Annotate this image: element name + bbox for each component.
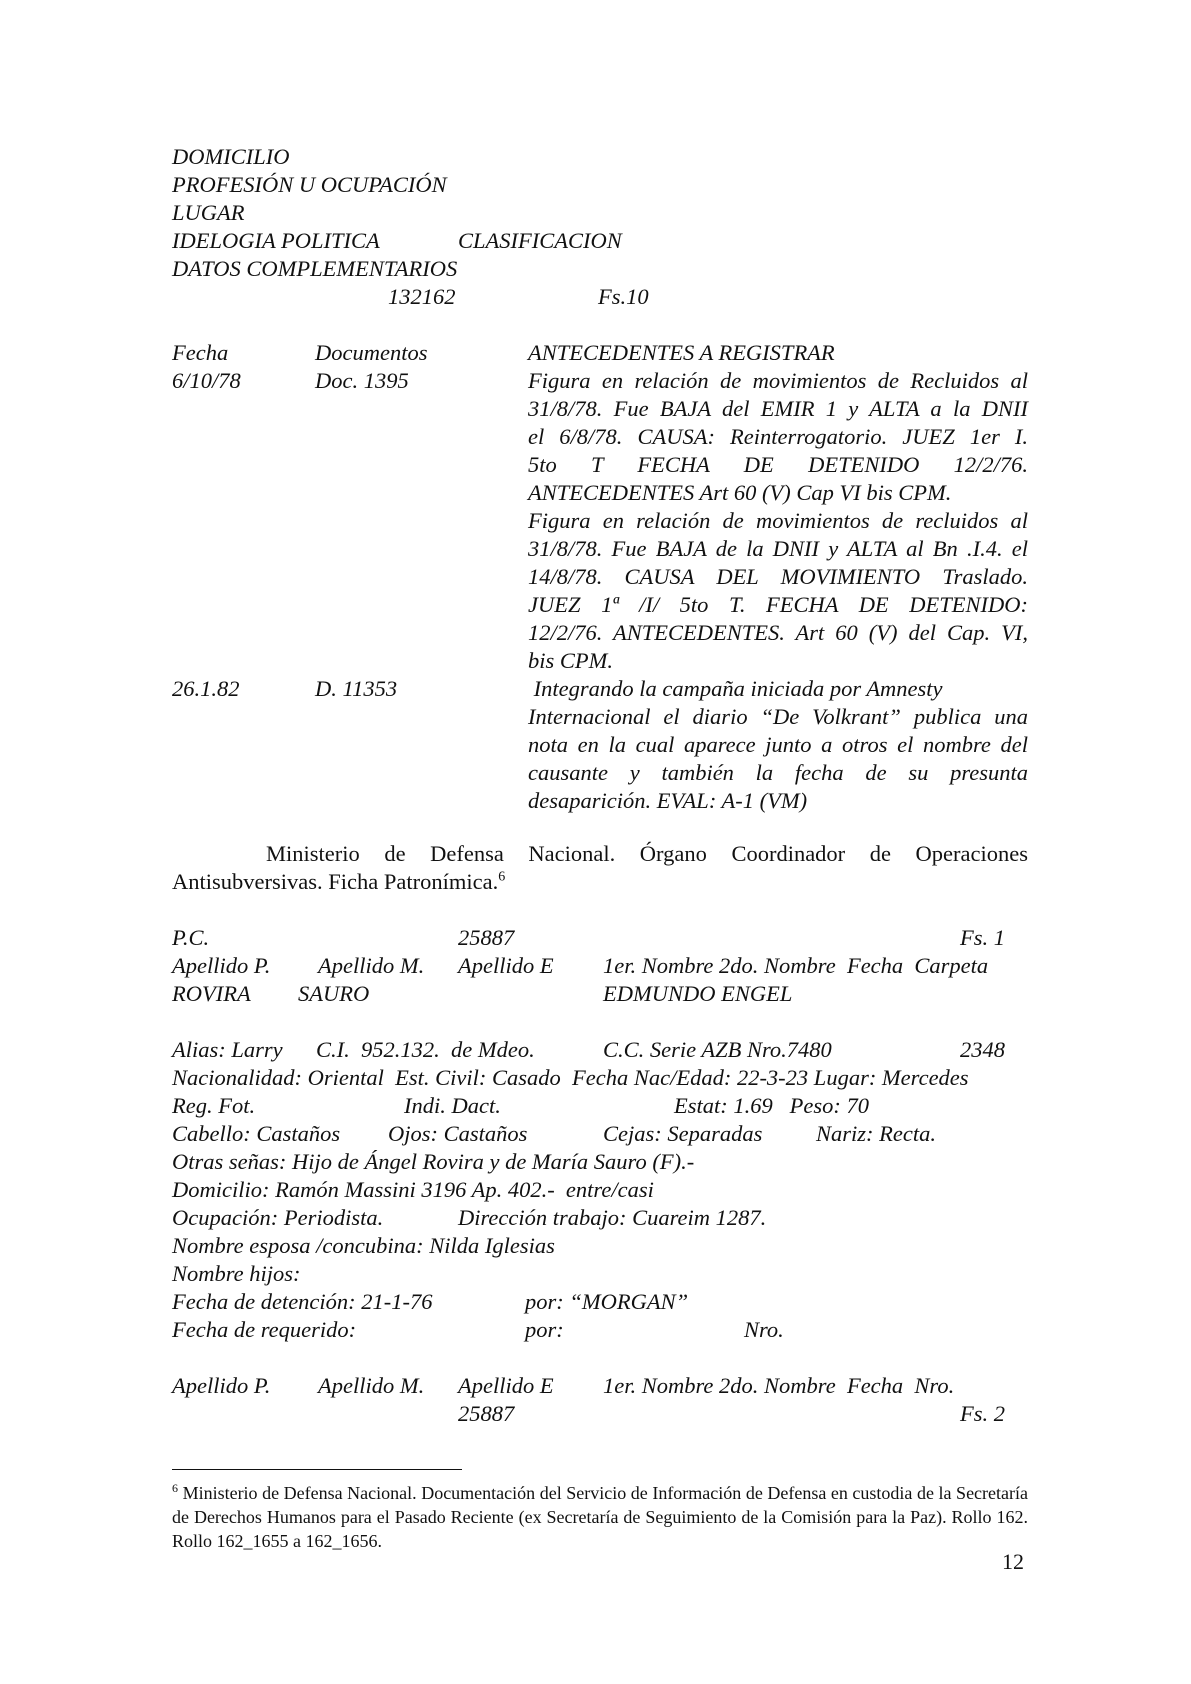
label-profesion: PROFESIÓN U OCUPACIÓN [172,172,447,197]
ficha2-col-apellido-p: Apellido P. [172,1373,271,1398]
ficha-col-apellido-e: Apellido E [458,953,554,978]
antecedent-line: bis CPM. [528,648,614,673]
antecedent-line: 5to T FECHA DE DETENIDO 12/2/76. [528,452,1028,477]
row2-documento: D. 11353 [315,676,398,701]
row1-antecedentes [528,367,1028,675]
ficha2-col-apellido-e: Apellido E [458,1373,554,1398]
row2-fecha: 26.1.82 [172,676,240,701]
ficha-col-nombres: 1er. Nombre 2do. Nombre Fecha Carpeta [603,953,989,978]
label-domicilio: DOMICILIO [172,144,290,169]
antecedent-line: Internacional el diario “De Volkrant” publica una [528,704,1028,729]
ficha-fecha-requerido: Fecha de requerido: [172,1317,357,1342]
footnote-text: Ministerio de Defensa Nacional. Documentación del Servicio de Información de Defensa en custodia de la Secretaría de Derechos Humanos para el Pasado Reciente (ex Secretaría de Seguimiento de la Comisión para la Paz). Rollo 162. Rollo 162_1655 a 162_1656. [172,1483,1029,1551]
ficha-fs1: Fs. 1 [960,925,1005,950]
footnote-ref[interactable]: 6 [498,869,506,885]
label-clasificacion: CLASIFICACION [458,228,622,253]
col-header-fecha: Fecha [172,340,229,365]
row1-documento: Doc. 1395 [315,368,409,393]
ficha-cc: C.C. Serie AZB Nro.7480 [603,1037,832,1062]
label-ideologia: IDELOGIA POLITICA [172,228,380,253]
row1-fecha: 6/10/78 [172,368,241,393]
body-paragraph [172,840,1028,896]
ficha-pc-number: 25887 [458,925,515,950]
ficha-ocupacion: Ocupación: Periodista. [172,1205,384,1230]
ficha-nacionalidad: Nacionalidad: Oriental Est. Civil: Casado Fecha Nac/Edad: 22-3-23 Lugar: Mercedes [172,1065,969,1090]
footnote [172,1481,1028,1553]
ficha-apellido-m: SAURO [298,981,370,1006]
ficha-ci: C.I. 952.132. de Mdeo. [316,1037,535,1062]
folio-number: Fs.10 [598,284,649,309]
record-number: 132162 [388,284,456,309]
ficha2-number: 25887 [458,1401,515,1426]
footnote-marker: 6 [172,1481,178,1495]
ficha-reg-fot: Reg. Fot. [172,1093,256,1118]
page-number: 12 [1002,1549,1024,1574]
label-lugar: LUGAR [172,200,245,225]
ficha-pc-label: P.C. [172,925,210,950]
ficha-cejas: Cejas: Separadas [603,1121,763,1146]
label-datos-complementarios: DATOS COMPLEMENTARIOS [172,256,458,281]
ficha-indi-dact: Indi. Dact. [404,1093,501,1118]
antecedent-line: JUEZ 1ª /I/ 5to T. FECHA DE DETENIDO: [528,592,1028,617]
ficha-direccion-trabajo: Dirección trabajo: Cuareim 1287. [458,1205,767,1230]
footnote-separator [172,1469,462,1470]
ficha-cabello: Cabello: Castaños [172,1121,341,1146]
antecedent-line: nota en la cual aparece junto a otros el nombre del [528,732,1028,757]
ficha-apellido-p: ROVIRA [172,981,251,1006]
ficha-cc-number: 2348 [960,1037,1005,1062]
antecedent-line: Figura en relación de movimientos de Recluidos al [528,368,1028,393]
ficha-nariz: Nariz: Recta. [816,1121,936,1146]
ficha-esposa: Nombre esposa /concubina: Nilda Iglesias [172,1233,555,1258]
ficha-domicilio: Domicilio: Ramón Massini 3196 Ap. 402.- entre/casi [172,1177,654,1202]
ficha-hijos: Nombre hijos: [172,1261,301,1286]
antecedent-line: Integrando la campaña iniciada por Amnesty [528,676,943,701]
antecedent-line: causante y también la fecha de su presunta [528,760,1028,785]
antecedent-line: ANTECEDENTES Art 60 (V) Cap VI bis CPM. [528,480,952,505]
ficha-por-detencion: por: “MORGAN” [525,1289,689,1314]
ficha-otras-senas: Otras señas: Hijo de Ángel Rovira y de María Sauro (F).- [172,1149,695,1174]
ficha-estat-peso: Estat: 1.69 Peso: 70 [674,1093,869,1118]
ficha-col-apellido-m: Apellido M. [318,953,425,978]
antecedent-line: el 6/8/78. CAUSA: Reinterrogatorio. JUEZ 1er I. [528,424,1028,449]
col-header-antecedentes: ANTECEDENTES A REGISTRAR [528,340,835,365]
ficha-nombres: EDMUNDO ENGEL [603,981,793,1006]
ficha-por-requerido: por: [525,1317,564,1342]
ficha-nro: Nro. [744,1317,784,1342]
ficha2-col-apellido-m: Apellido M. [318,1373,425,1398]
antecedent-line: 31/8/78. Fue BAJA del EMIR 1 y ALTA a la DNII [528,396,1028,421]
ficha2-col-nombres: 1er. Nombre 2do. Nombre Fecha Nro. [603,1373,955,1398]
antecedent-line: desaparición. EVAL: A-1 (VM) [528,788,808,813]
antecedent-line: Figura en relación de movimientos de recluidos al [528,508,1028,533]
ficha-ojos: Ojos: Castaños [388,1121,528,1146]
antecedent-line: 14/8/78. CAUSA DEL MOVIMIENTO Traslado. [528,564,1028,589]
ficha-alias: Alias: Larry [172,1037,283,1062]
ficha-fecha-detencion: Fecha de detención: 21-1-76 [172,1289,433,1314]
antecedent-line: 31/8/78. Fue BAJA de la DNII y ALTA al Bn .I.4. el [528,536,1028,561]
antecedent-line: 12/2/76. ANTECEDENTES. Art 60 (V) del Cap. VI, [528,620,1028,645]
ficha-col-apellido-p: Apellido P. [172,953,271,978]
paragraph-text: Ministerio de Defensa Nacional. Órgano Coordinador de Operaciones Antisubversivas. Ficha Patronímica. [172,841,1028,894]
col-header-documentos: Documentos [315,340,428,365]
ficha2-fs2: Fs. 2 [960,1401,1005,1426]
row2-antecedentes [528,675,1028,815]
